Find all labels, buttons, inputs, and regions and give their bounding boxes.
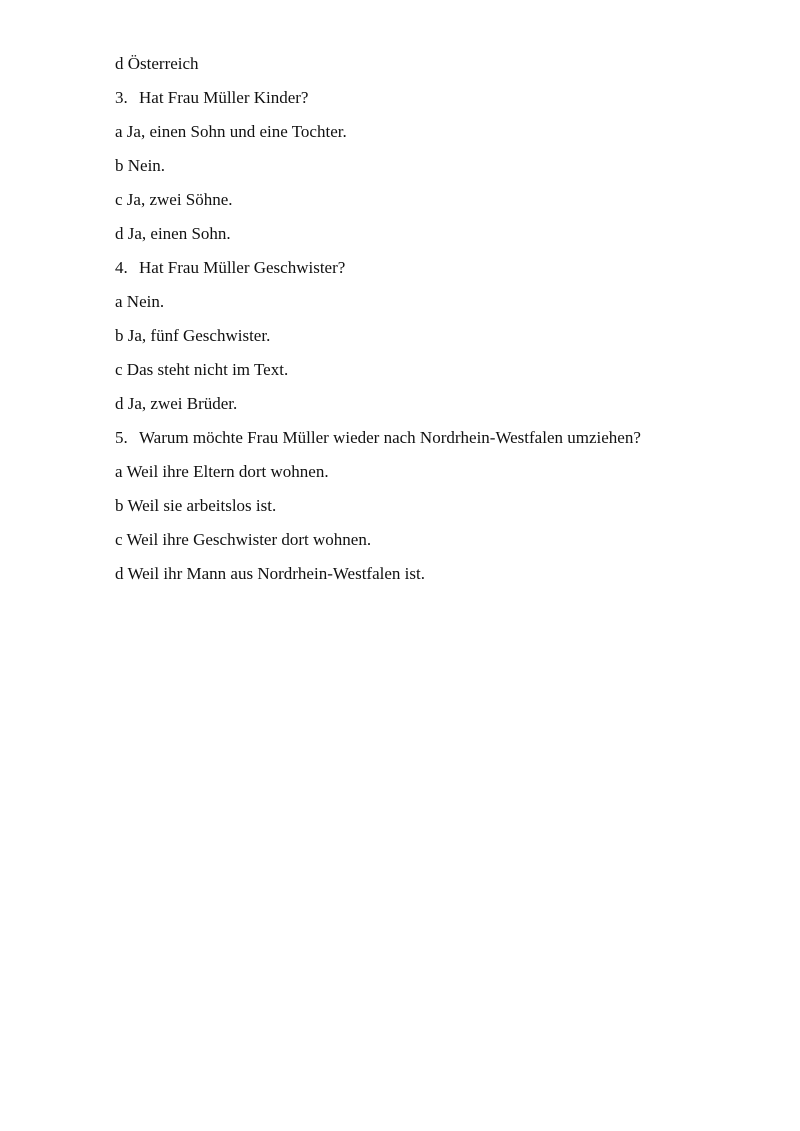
question-text: Hat Frau Müller Geschwister? [139,258,346,277]
answer-option: c Ja, zwei Söhne. [115,190,233,209]
answer-option: d Ja, einen Sohn. [115,224,231,243]
answer-option: b Nein. [115,156,166,175]
answer-option: d Österreich [115,54,199,73]
question-number: 3. [115,88,128,107]
answer-option: a Nein. [115,292,165,311]
question-number: 5. [115,428,128,447]
question [115,421,755,455]
answer-option: d Weil ihr Mann aus Nordrhein-Westfalen ist. [115,564,425,583]
answer-option: b Ja, fünf Geschwister. [115,326,271,345]
question-text: Warum möchte Frau Müller wieder nach Nordrhein-Westfalen umziehen? [139,428,641,447]
answer-option: c Weil ihre Geschwister dort wohnen. [115,530,372,549]
question-number: 4. [115,258,128,277]
answer-option: c Das steht nicht im Text. [115,360,289,379]
answer-option: d Ja, zwei Brüder. [115,394,238,413]
question-text: Hat Frau Müller Kinder? [139,88,309,107]
answer-option: a Ja, einen Sohn und eine Tochter. [115,122,347,141]
answer-option: b Weil sie arbeitslos ist. [115,496,277,515]
question [115,81,755,115]
answer-option: a Weil ihre Eltern dort wohnen. [115,462,329,481]
quiz-content [115,47,755,591]
question [115,251,755,285]
